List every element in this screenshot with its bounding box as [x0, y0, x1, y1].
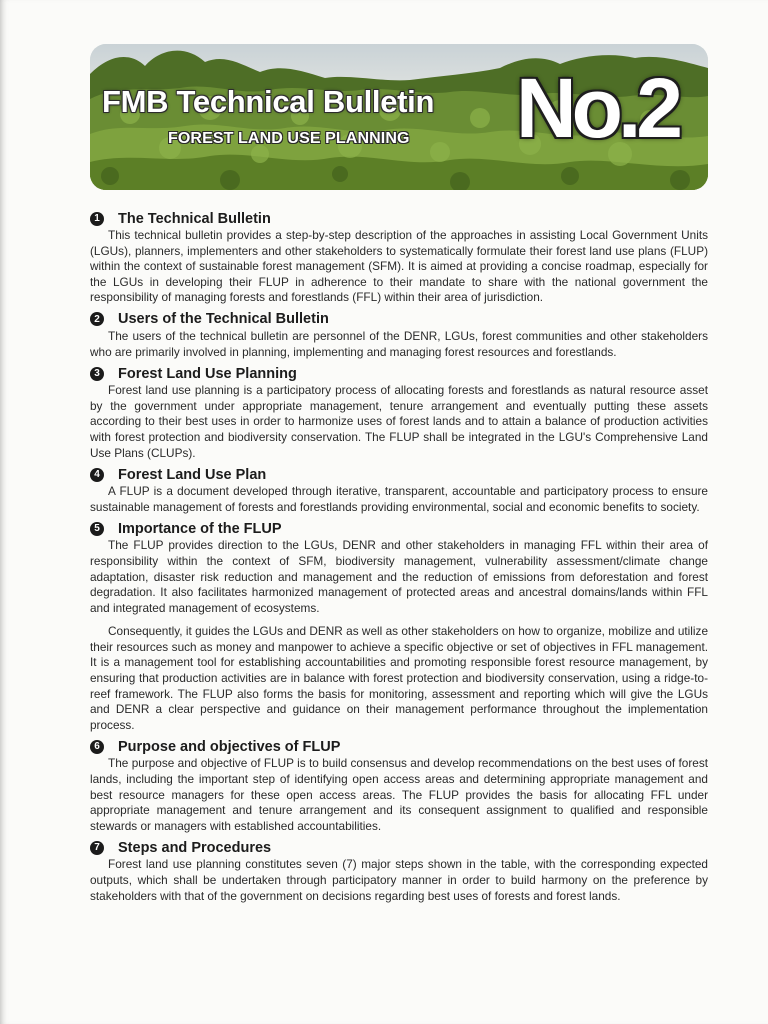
section-number-badge: 3 — [90, 367, 104, 381]
section-title: Purpose and objectives of FLUP — [118, 738, 341, 755]
banner-title: FMB Technical Bulletin — [102, 84, 435, 119]
section-title: Steps and Procedures — [118, 839, 272, 856]
header-banner — [90, 44, 708, 190]
section-heading — [90, 839, 708, 856]
section-title: The Technical Bulletin — [118, 210, 271, 227]
section-heading — [90, 520, 708, 537]
section-purpose-objectives — [90, 738, 708, 834]
section-paragraph: This technical bulletin provides a step-by-step description of the approaches in assisting Local Government Units (LGUs), planners, implementers and other stakeholders to systematically formulate their forest land use plans (FLUP) within the context of sustainable forest management (SFM). It is aimed at providing a concise roadmap, especially for the LGUs in developing their FLUP in adherence to their mandate to share with the national government the responsibility of managing forests and forestlands (FFL) within their area of jurisdiction. — [90, 228, 708, 305]
section-paragraph: Forest land use planning constitutes seven (7) major steps shown in the table, with the corresponding expected outputs, which shall be undertaken through participatory manner in order to build harmony on the preference by stakeholders with that of the government on decisions regarding best uses of forests and forest lands. — [90, 857, 708, 903]
section-number-badge: 4 — [90, 468, 104, 482]
bulletin-number: No.2 — [516, 61, 679, 155]
section-title: Users of the Technical Bulletin — [118, 311, 329, 328]
banner-subtitle: FOREST LAND USE PLANNING — [168, 130, 410, 147]
section-heading — [90, 210, 708, 227]
section-users — [90, 311, 708, 360]
section-paragraph: The users of the technical bulletin are personnel of the DENR, LGUs, forest communities and other stakeholders who are primarily involved in planning, implementing and managing forest resources and forestlands. — [90, 328, 708, 359]
section-technical-bulletin — [90, 210, 708, 306]
section-number-badge: 7 — [90, 841, 104, 855]
section-paragraph: Forest land use planning is a participatory process of allocating forests and forestlands as natural resource asset by the government under appropriate management, tenure arrangement and eventually putting these assets according to their best uses in order to harmonize uses of forest lands and to attain a balance of production activities with forest protection and biodiversity conservation. The FLUP shall be integrated in the LGU's Comprehensive Land Use Plans (CLUPs). — [90, 383, 708, 460]
section-title: Forest Land Use Plan — [118, 466, 267, 483]
section-forest-land-use-planning — [90, 365, 708, 461]
section-number-badge: 2 — [90, 312, 104, 326]
section-paragraph: The FLUP provides direction to the LGUs, DENR and other stakeholders in managing FFL within their area of responsibility within the context of SFM, biodiversity management, vulnerability assessment/climate change adaptation, disaster risk reduction and management and the reduction of emissions from deforestation and forest degradation. It also facilitates harmonized management of protected areas and ancestral domains/lands within FFL and integrated management of ecosystems. — [90, 538, 708, 615]
section-paragraph: Consequently, it guides the LGUs and DENR as well as other stakeholders on how to organize, mobilize and utilize their resources such as money and manpower to achieve a specific objective or set of objectives in FFL management. It is a management tool for establishing accountabilities and promoting responsible forest resource management, by ensuring that production activities are in balance with forest protection and biodiversity conservation, using a ridge-to-reef framework. The FLUP also forms the basis for monitoring, assessment and reporting which will give the LGUs and DENR a clear perspective and guidance on their management performance throughout the implementation process. — [90, 624, 708, 732]
section-heading — [90, 738, 708, 755]
section-heading — [90, 365, 708, 382]
bulletin-body — [90, 210, 708, 904]
section-heading — [90, 311, 708, 328]
section-paragraph: The purpose and objective of FLUP is to build consensus and develop recommendations on the best uses of forest lands, including the important step of identifying open access areas and determining appropriate management and best resource managers for these open access areas. The FLUP provides the basis for allocating FFL under appropriate management and tenure arrangement and its consequent assignment to qualified and responsible stewards or managers with established accountabilities. — [90, 756, 708, 833]
section-title: Importance of the FLUP — [118, 520, 282, 537]
section-number-badge: 1 — [90, 212, 104, 226]
section-number-badge: 6 — [90, 740, 104, 754]
section-forest-land-use-plan — [90, 466, 708, 515]
section-title: Forest Land Use Planning — [118, 365, 297, 382]
section-paragraph: A FLUP is a document developed through iterative, transparent, accountable and participatory process to ensure sustainable management of forests and forestlands providing environmental, social and economic benefits to society. — [90, 484, 708, 514]
section-steps-procedures — [90, 839, 708, 904]
section-number-badge: 5 — [90, 522, 104, 536]
section-importance — [90, 520, 708, 733]
section-heading — [90, 466, 708, 483]
